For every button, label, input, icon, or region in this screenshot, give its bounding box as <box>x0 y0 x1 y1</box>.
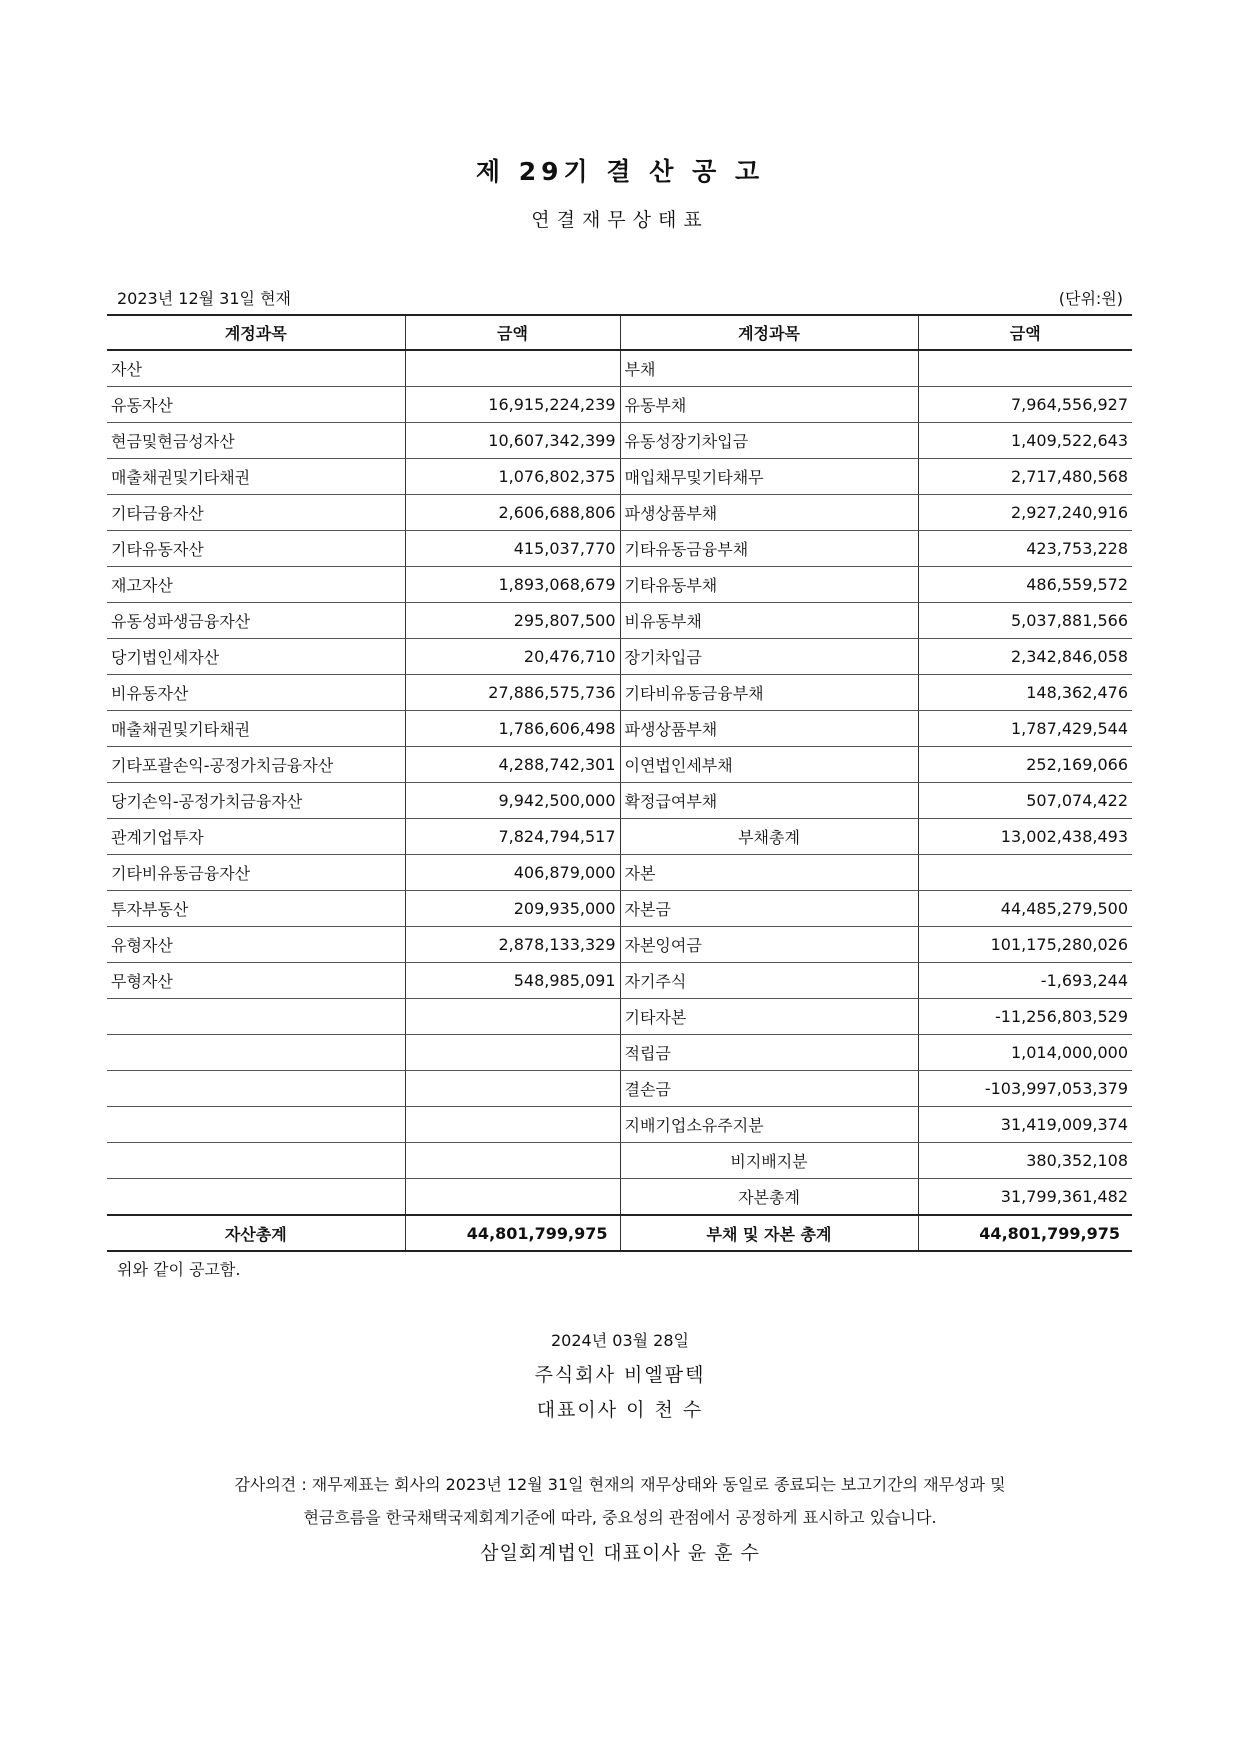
liability-account: 장기차입금 <box>620 639 918 675</box>
asset-amount: 548,985,091 <box>405 963 620 999</box>
liability-total-label: 부채총계 <box>620 819 918 855</box>
table-row <box>107 963 1132 999</box>
liability-amount: -11,256,803,529 <box>918 999 1132 1035</box>
liability-account: 기타유동금융부채 <box>620 531 918 567</box>
table-row <box>107 1035 1132 1071</box>
table-row <box>107 675 1132 711</box>
header-liability-account: 계정과목 <box>620 315 918 350</box>
liability-account: 파생상품부채 <box>620 711 918 747</box>
table-row <box>107 459 1132 495</box>
liability-amount: 2,927,240,916 <box>918 495 1132 531</box>
table-row <box>107 531 1132 567</box>
table-row <box>107 747 1132 783</box>
asset-account: 기타금융자산 <box>107 495 405 531</box>
liability-account: 적립금 <box>620 1035 918 1071</box>
liability-amount: 31,419,009,374 <box>918 1107 1132 1143</box>
table-row <box>107 891 1132 927</box>
liability-account: 비지배지분 <box>620 1143 918 1179</box>
header-liability-amount: 금액 <box>918 315 1132 350</box>
liability-amount: 31,799,361,482 <box>918 1179 1132 1216</box>
asset-account: 무형자산 <box>107 963 405 999</box>
asset-account: 당기법인세자산 <box>107 639 405 675</box>
liability-account: 유동성장기차입금 <box>620 423 918 459</box>
total-assets-label: 자산총계 <box>107 1215 405 1251</box>
asset-account: 기타유동자산 <box>107 531 405 567</box>
table-header-row <box>107 315 1132 350</box>
liability-amount: 1,014,000,000 <box>918 1035 1132 1071</box>
asset-account <box>107 1143 405 1179</box>
liability-amount: 423,753,228 <box>918 531 1132 567</box>
asset-account: 매출채권및기타채권 <box>107 711 405 747</box>
asset-amount: 4,288,742,301 <box>405 747 620 783</box>
audit-opinion-line-2: 현금흐름을 한국채택국제회계기준에 따라, 중요성의 관점에서 공정하게 표시하고 있습니다. <box>303 1508 937 1527</box>
table-row <box>107 999 1132 1035</box>
statement-subtitle: 연결재무상태표 <box>531 209 709 231</box>
asset-amount <box>405 350 620 387</box>
liability-amount: 2,717,480,568 <box>918 459 1132 495</box>
asset-account: 당기손익-공정가치금융자산 <box>107 783 405 819</box>
liability-amount: 2,342,846,058 <box>918 639 1132 675</box>
announcement-title: 제 29기 결 산 공 고 <box>475 157 765 186</box>
table-row <box>107 350 1132 387</box>
liability-account: 비유동부채 <box>620 603 918 639</box>
table-row <box>107 1071 1132 1107</box>
liability-amount <box>918 855 1132 891</box>
asset-amount <box>405 1071 620 1107</box>
asset-account: 자산 <box>107 350 405 387</box>
table-row <box>107 567 1132 603</box>
asset-account: 유동성파생금융자산 <box>107 603 405 639</box>
table-row <box>107 711 1132 747</box>
asset-account: 비유동자산 <box>107 675 405 711</box>
asset-amount: 1,893,068,679 <box>405 567 620 603</box>
liability-amount: -1,693,244 <box>918 963 1132 999</box>
asset-account: 매출채권및기타채권 <box>107 459 405 495</box>
liability-amount: 486,559,572 <box>918 567 1132 603</box>
liability-amount: 101,175,280,026 <box>918 927 1132 963</box>
asset-account: 유동자산 <box>107 387 405 423</box>
liability-amount: -103,997,053,379 <box>918 1071 1132 1107</box>
asset-account <box>107 1071 405 1107</box>
asset-account: 기타비유동금융자산 <box>107 855 405 891</box>
balance-sheet-table <box>107 314 1132 1252</box>
asset-amount <box>405 1143 620 1179</box>
liability-account: 기타비유동금융부채 <box>620 675 918 711</box>
auditor-name: 삼일회계법인 대표이사 윤 훈 수 <box>480 1542 760 1564</box>
asset-account <box>107 1179 405 1216</box>
liability-amount: 507,074,422 <box>918 783 1132 819</box>
liability-account: 자기주식 <box>620 963 918 999</box>
asset-account <box>107 999 405 1035</box>
ceo-name: 대표이사 이 천 수 <box>536 1399 704 1421</box>
asset-amount: 415,037,770 <box>405 531 620 567</box>
liability-amount: 1,409,522,643 <box>918 423 1132 459</box>
liability-amount: 7,964,556,927 <box>918 387 1132 423</box>
asset-amount: 27,886,575,736 <box>405 675 620 711</box>
header-asset-account: 계정과목 <box>107 315 405 350</box>
table-row <box>107 603 1132 639</box>
liability-amount <box>918 350 1132 387</box>
liability-account: 파생상품부채 <box>620 495 918 531</box>
totals-row <box>107 1215 1132 1251</box>
table-row <box>107 819 1132 855</box>
liability-amount: 380,352,108 <box>918 1143 1132 1179</box>
table-row <box>107 927 1132 963</box>
asset-account: 현금및현금성자산 <box>107 423 405 459</box>
table-row <box>107 495 1132 531</box>
asset-account: 재고자산 <box>107 567 405 603</box>
liability-amount: 5,037,881,566 <box>918 603 1132 639</box>
asset-amount: 7,824,794,517 <box>405 819 620 855</box>
liability-account: 결손금 <box>620 1071 918 1107</box>
liability-amount: 1,787,429,544 <box>918 711 1132 747</box>
table-row <box>107 1179 1132 1216</box>
liability-amount: 13,002,438,493 <box>918 819 1132 855</box>
asset-account <box>107 1107 405 1143</box>
liability-amount: 148,362,476 <box>918 675 1132 711</box>
asset-account: 투자부동산 <box>107 891 405 927</box>
table-row <box>107 423 1132 459</box>
asset-account <box>107 1035 405 1071</box>
liability-account: 확정급여부채 <box>620 783 918 819</box>
liability-account: 유동부채 <box>620 387 918 423</box>
liability-account: 자본잉여금 <box>620 927 918 963</box>
company-name: 주식회사 비엘팜텍 <box>534 1364 706 1386</box>
liability-account: 지배기업소유주지분 <box>620 1107 918 1143</box>
asset-amount <box>405 1107 620 1143</box>
liability-amount: 252,169,066 <box>918 747 1132 783</box>
asset-amount: 16,915,224,239 <box>405 387 620 423</box>
announcement-note: 위와 같이 공고함. <box>117 1260 241 1279</box>
liability-account: 자본 <box>620 855 918 891</box>
liability-amount: 44,485,279,500 <box>918 891 1132 927</box>
asset-amount: 20,476,710 <box>405 639 620 675</box>
liability-account: 기타유동부채 <box>620 567 918 603</box>
publication-date: 2024년 03월 28일 <box>551 1331 689 1350</box>
liability-account: 부채 <box>620 350 918 387</box>
total-assets-amount: 44,801,799,975 <box>405 1215 620 1251</box>
asset-amount <box>405 1035 620 1071</box>
unit-label: (단위:원) <box>1058 289 1123 308</box>
asset-amount: 209,935,000 <box>405 891 620 927</box>
equity-total-label: 자본총계 <box>620 1179 918 1216</box>
asset-amount: 9,942,500,000 <box>405 783 620 819</box>
asset-amount: 2,878,133,329 <box>405 927 620 963</box>
asset-amount <box>405 999 620 1035</box>
audit-opinion-line-1: 감사의견 : 재무제표는 회사의 2023년 12월 31일 현재의 재무상태와 동일로 종료되는 보고기간의 재무성과 및 <box>234 1475 1006 1494</box>
asset-amount: 1,076,802,375 <box>405 459 620 495</box>
total-liabilities-equity-amount: 44,801,799,975 <box>918 1215 1132 1251</box>
liability-account: 이연법인세부채 <box>620 747 918 783</box>
asset-account: 기타포괄손익-공정가치금융자산 <box>107 747 405 783</box>
table-row <box>107 783 1132 819</box>
liability-account: 기타자본 <box>620 999 918 1035</box>
liability-account: 매입채무및기타채무 <box>620 459 918 495</box>
header-asset-amount: 금액 <box>405 315 620 350</box>
table-row <box>107 387 1132 423</box>
asset-account: 유형자산 <box>107 927 405 963</box>
table-row <box>107 855 1132 891</box>
table-row <box>107 1143 1132 1179</box>
asset-amount: 10,607,342,399 <box>405 423 620 459</box>
liability-account: 자본금 <box>620 891 918 927</box>
table-row <box>107 639 1132 675</box>
asset-amount: 295,807,500 <box>405 603 620 639</box>
asset-amount <box>405 1179 620 1216</box>
as-of-date: 2023년 12월 31일 현재 <box>117 289 291 308</box>
asset-amount: 1,786,606,498 <box>405 711 620 747</box>
asset-amount: 406,879,000 <box>405 855 620 891</box>
asset-account: 관계기업투자 <box>107 819 405 855</box>
table-row <box>107 1107 1132 1143</box>
total-liabilities-equity-label: 부채 및 자본 총계 <box>620 1215 918 1251</box>
asset-amount: 2,606,688,806 <box>405 495 620 531</box>
